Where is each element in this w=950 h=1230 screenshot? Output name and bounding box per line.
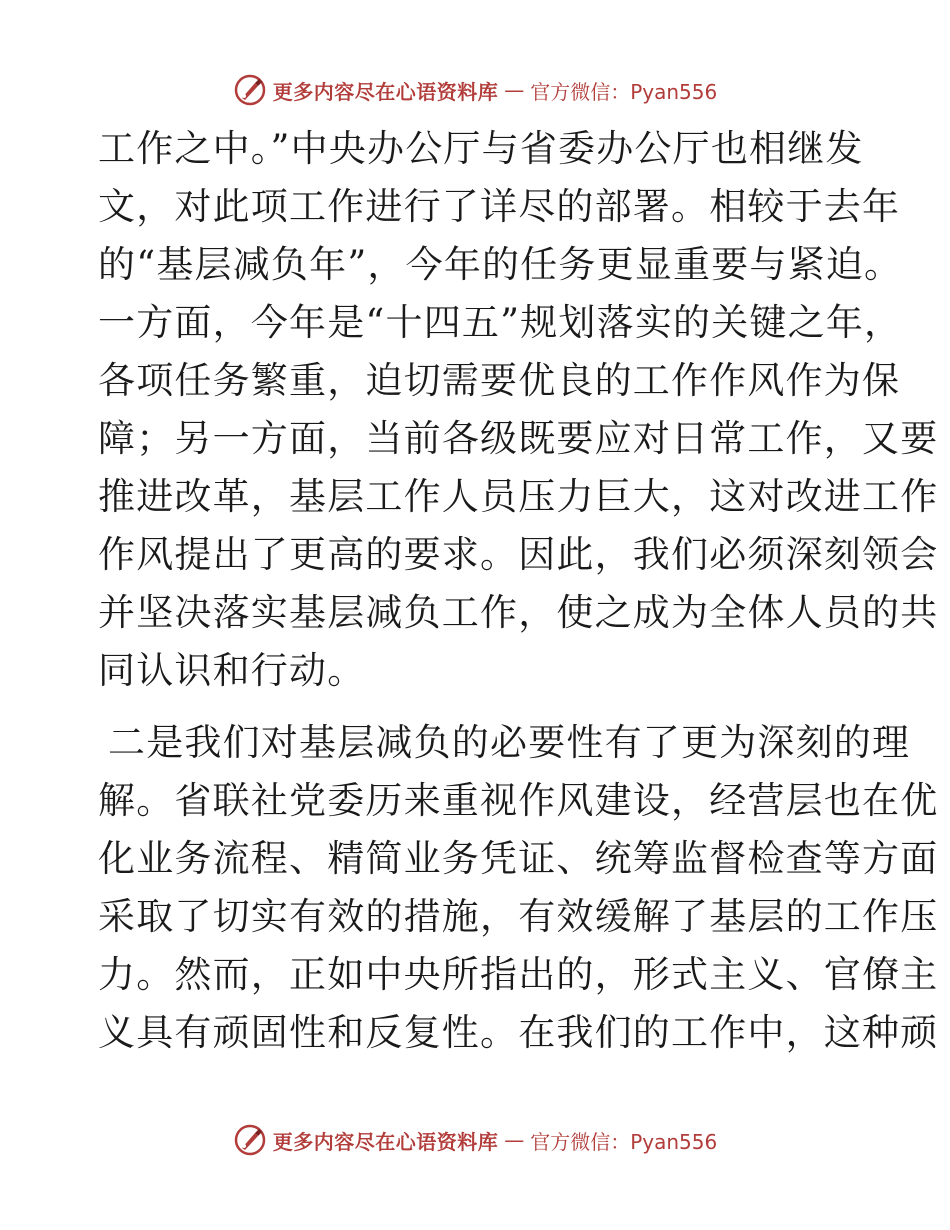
watermark-wechat-text: 官方微信：Pyan556 [530, 79, 718, 104]
text-line: 障；另一方面，当前各级既要应对日常工作，又要 [98, 417, 939, 460]
footer-watermark [0, 1120, 950, 1160]
watermark-separator: — [504, 78, 525, 102]
header-watermark [0, 70, 950, 110]
watermark-separator: — [504, 1128, 525, 1152]
paragraph-2 [98, 714, 939, 1062]
text-line: 解。省联社党委历来重视作风建设，经营层也在优 [98, 779, 939, 822]
text-line: 并坚决落实基层减负工作，使之成为全体人员的共 [98, 591, 939, 634]
paragraph-1 [98, 120, 939, 700]
text-line: 义具有顽固性和反复性。在我们的工作中，这种顽 [98, 1011, 939, 1054]
text-line: 一方面，今年是“十四五”规划落实的关键之年， [98, 301, 903, 344]
text-line: 二是我们对基层减负的必要性有了更为深刻的理 [108, 721, 911, 764]
paragraph-spacer [98, 700, 858, 714]
pen-logo-icon [233, 1123, 267, 1157]
text-line: 采取了切实有效的措施，有效缓解了基层的工作压 [98, 895, 939, 938]
document-body [98, 120, 939, 1062]
watermark-site-text: 更多内容尽在心语资料库 [272, 79, 499, 104]
text-line: 文，对此项工作进行了详尽的部署。相较于去年 [98, 185, 901, 228]
text-line: 各项任务繁重，迫切需要优良的工作作风作为保 [98, 359, 901, 402]
pen-logo-icon [233, 73, 267, 107]
text-line: 的“基层减负年”，今年的任务更显重要与紧迫。 [98, 243, 903, 286]
text-line: 作风提出了更高的要求。因此，我们必须深刻领会 [98, 533, 939, 576]
text-line: 力。然而，正如中央所指出的，形式主义、官僚主 [98, 953, 939, 996]
text-line: 化业务流程、精简业务凭证、统筹监督检查等方面 [98, 837, 939, 880]
text-line: 同认识和行动。 [98, 649, 366, 692]
watermark-site-text: 更多内容尽在心语资料库 [272, 1129, 499, 1154]
text-line: 工作之中。”中央办公厅与省委办公厅也相继发 [98, 127, 864, 170]
watermark-wechat-text: 官方微信：Pyan556 [530, 1129, 718, 1154]
text-line: 推进改革，基层工作人员压力巨大，这对改进工作 [98, 475, 939, 518]
